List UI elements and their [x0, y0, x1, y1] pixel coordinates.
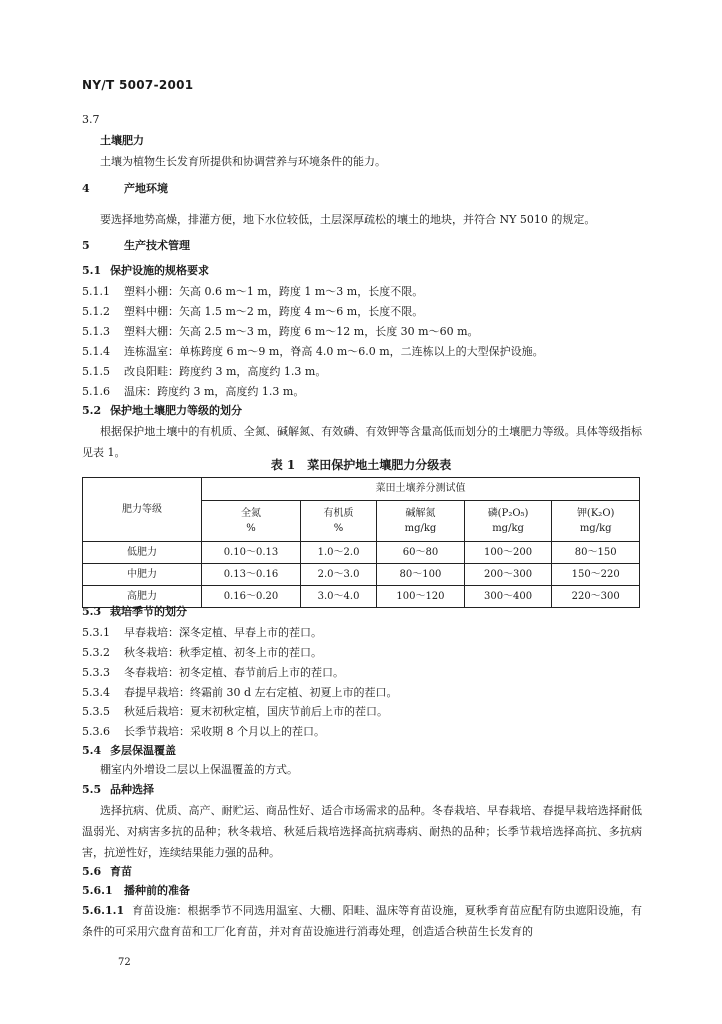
list-item: [82, 627, 322, 638]
list-item: [82, 366, 326, 377]
section-5-6-number: 5.6: [82, 865, 102, 878]
list-item: [82, 667, 344, 678]
section-3-7-number: 3.7: [82, 113, 100, 126]
item-text: 秋冬栽培：秋季定植、初冬上市的茬口。: [124, 646, 322, 659]
section-5-6-heading: [82, 866, 132, 877]
table-cell: 3.0～4.0: [300, 586, 376, 608]
section-5-6-title: 育苗: [110, 865, 132, 878]
item-number: 5.1.6: [82, 385, 110, 398]
item-text: 秋延后栽培：夏末初秋定植，国庆节前后上市的茬口。: [124, 705, 388, 718]
table-group-header: 菜田土壤养分测试值: [202, 478, 640, 501]
section-5-2-title: 保护地土壤肥力等级的划分: [110, 404, 242, 417]
table-column-header: 有机质 %: [300, 501, 376, 542]
table-column-header: 磷(P₂O₅) mg/kg: [464, 501, 552, 542]
section-5-6-1-title: 播种前的准备: [124, 884, 190, 897]
item-text: 塑料中棚：矢高 1.5 m～2 m，跨度 4 m～6 m，长度不限。: [124, 305, 424, 318]
item-number: 5.3.6: [82, 725, 110, 738]
table-row: [83, 564, 640, 586]
item-text: 长季节栽培：采收期 8 个月以上的茬口。: [124, 725, 325, 738]
item-number: 5.1.3: [82, 325, 110, 338]
table-cell: 高肥力: [83, 586, 202, 608]
section-4-number: 4: [82, 182, 90, 195]
item-text: 春提早栽培：终霜前 30 d 左右定植、初夏上市的茬口。: [124, 686, 398, 699]
item-number: 5.3.3: [82, 666, 110, 679]
table-column-header: 全氮 %: [202, 501, 301, 542]
section-5-5-title: 品种选择: [110, 783, 154, 796]
table-column-header: 碱解氮 mg/kg: [377, 501, 465, 542]
table-cell: 220～300: [552, 586, 640, 608]
section-5-6-1-heading: [82, 885, 190, 896]
table-cell: 150～220: [552, 564, 640, 586]
list-item: [82, 326, 479, 337]
soil-fertility-table: [82, 477, 640, 608]
section-5-2-heading: [82, 405, 242, 416]
section-5-3-number: 5.3: [82, 605, 102, 618]
table-cell: 80～100: [377, 564, 465, 586]
section-5-1-number: 5.1: [82, 264, 102, 277]
item-number: 5.1.2: [82, 305, 110, 318]
table-cell: 低肥力: [83, 542, 202, 564]
section-5-title: 生产技术管理: [124, 239, 190, 252]
list-item: [82, 687, 398, 698]
item-text: 连栋温室：单栋跨度 6 m～9 m，脊高 4.0 m～6.0 m，二连栋以上的大型保护设施。: [124, 345, 544, 358]
page-number: 72: [118, 957, 131, 968]
table-caption: 表 1 菜田保护地土壤肥力分级表: [270, 458, 452, 472]
section-5-6-1-1-text: 育苗设施：根据季节不同选用温室、大棚、阳畦、温床等育苗设施，夏秋季育苗应配有防虫遮阳设施，有条件的可采用穴盘育苗和工厂化育苗，并对育苗设施进行消毒处理，创造适合秧苗生长发育的: [82, 904, 642, 938]
section-5-heading: [82, 240, 190, 251]
table-cell: 200～300: [464, 564, 552, 586]
table-cell: 100～200: [464, 542, 552, 564]
section-5-number: 5: [82, 239, 90, 252]
item-text: 温床：跨度约 3 m，高度约 1.3 m。: [124, 385, 305, 398]
item-text: 冬春栽培：初冬定植、春节前后上市的茬口。: [124, 666, 344, 679]
list-item: [82, 346, 544, 357]
section-3-7-term: 土壤肥力: [100, 134, 144, 147]
section-5-5-heading: [82, 784, 154, 795]
item-text: 塑料大棚：矢高 2.5 m～3 m，跨度 6 m～12 m，长度 30 m～60 m。: [124, 325, 479, 338]
table-cell: 中肥力: [83, 564, 202, 586]
item-text: 早春栽培：深冬定植、早春上市的茬口。: [124, 626, 322, 639]
item-number: 5.1.1: [82, 285, 110, 298]
item-number: 5.1.5: [82, 365, 110, 378]
table-row-header: 肥力等级: [83, 478, 202, 542]
item-number: 5.3.2: [82, 646, 110, 659]
table-cell: 0.10～0.13: [202, 542, 301, 564]
section-5-5-number: 5.5: [82, 783, 102, 796]
section-4-title: 产地环境: [124, 182, 168, 195]
section-5-4-number: 5.4: [82, 744, 102, 757]
item-text: 塑料小棚：矢高 0.6 m～1 m，跨度 1 m～3 m，长度不限。: [124, 285, 424, 298]
item-text: 改良阳畦：跨度约 3 m，高度约 1.3 m。: [124, 365, 327, 378]
section-5-3-heading: [82, 606, 187, 617]
section-5-6-1-number: 5.6.1: [82, 884, 113, 897]
item-number: 5.3.4: [82, 686, 110, 699]
table-column-header: 钾(K₂O) mg/kg: [552, 501, 640, 542]
table-cell: 1.0～2.0: [300, 542, 376, 564]
section-5-2-number: 5.2: [82, 404, 102, 417]
section-5-6-1-1-paragraph: [82, 900, 642, 942]
section-4-text: 要选择地势高燥，排灌方便，地下水位较低，土层深厚疏松的壤土的地块，并符合 NY 5010 的规定。: [100, 213, 596, 226]
list-item: [82, 286, 423, 297]
table-cell: 60～80: [377, 542, 465, 564]
section-5-4-title: 多层保温覆盖: [110, 744, 176, 757]
item-number: 5.1.4: [82, 345, 110, 358]
list-item: [82, 306, 423, 317]
section-5-3-title: 栽培季节的划分: [110, 605, 187, 618]
section-5-6-1-1-number: 5.6.1.1: [82, 904, 125, 917]
list-item: [82, 386, 304, 397]
table-cell: 100～120: [377, 586, 465, 608]
table-cell: 2.0～3.0: [300, 564, 376, 586]
section-5-2-paragraph: 根据保护地土壤中的有机质、全氮、碱解氮、有效磷、有效钾等含量高低而划分的土壤肥力等级。具体等级指标见表 1。: [82, 425, 642, 459]
list-item: [82, 647, 322, 658]
table-cell: 80～150: [552, 542, 640, 564]
item-number: 5.3.5: [82, 705, 110, 718]
table-cell: 0.13～0.16: [202, 564, 301, 586]
table-cell: 300～400: [464, 586, 552, 608]
list-item: [82, 706, 388, 717]
section-5-4-heading: [82, 745, 176, 756]
section-4-heading: [82, 183, 168, 194]
standard-header: NY/T 5007-2001: [82, 78, 194, 92]
table-row: [83, 542, 640, 564]
table-cell: 0.16～0.20: [202, 586, 301, 608]
section-3-7-definition: 土壤为植物生长发育所提供和协调营养与环境条件的能力。: [100, 155, 386, 168]
section-5-1-heading: [82, 265, 209, 276]
section-5-1-title: 保护设施的规格要求: [110, 264, 209, 277]
section-5-4-text: 棚室内外增设二层以上保温覆盖的方式。: [100, 763, 298, 776]
section-5-5-paragraph: 选择抗病、优质、高产、耐贮运、商品性好、适合市场需求的品种。冬春栽培、早春栽培、春提早栽培选择耐低温弱光、对病害多抗的品种；秋冬栽培、秋延后栽培选择高抗病毒病、耐热的品种；长季节栽培选择高抗、多抗病害，抗逆性好，连续结果能力强的品种。: [82, 804, 642, 859]
list-item: [82, 726, 325, 737]
item-number: 5.3.1: [82, 626, 110, 639]
